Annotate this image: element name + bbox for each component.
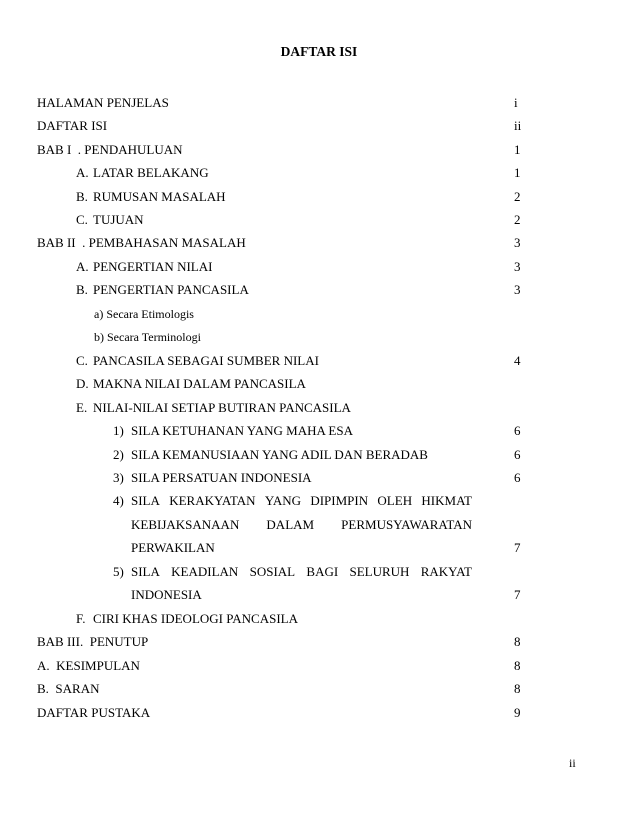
toc-number: C. <box>76 212 88 227</box>
toc-word: YANG <box>264 493 301 508</box>
toc-number: 5) <box>113 564 124 579</box>
toc-page: 8 <box>514 658 521 673</box>
toc-page: 6 <box>514 470 521 485</box>
toc-page: 9 <box>514 705 521 720</box>
toc-word: SILA <box>131 493 160 508</box>
toc-entry <box>113 492 536 510</box>
toc-entry <box>37 633 537 651</box>
toc-entry <box>131 539 536 557</box>
toc-word: HIKMAT <box>421 493 472 508</box>
toc-entry <box>113 422 536 440</box>
toc-page: 8 <box>514 634 521 649</box>
toc-number: 4) <box>113 493 124 508</box>
toc-entry <box>131 586 536 604</box>
toc-label <box>131 492 472 510</box>
toc-page: 7 <box>514 587 521 602</box>
toc-number: 2) <box>113 447 124 462</box>
toc-word: SOSIAL <box>249 564 296 579</box>
toc-label: BAB I . PENDAHULUAN <box>37 142 183 157</box>
toc-entry <box>76 352 536 370</box>
toc-page: 7 <box>514 540 521 555</box>
toc-entry <box>76 610 536 628</box>
toc-page: 2 <box>514 189 521 204</box>
toc-label <box>131 516 472 534</box>
toc-page: 2 <box>514 212 521 227</box>
toc-label: SILA KEMANUSIAAN YANG ADIL DAN BERADAB <box>131 447 428 462</box>
page-number: ii <box>569 756 576 770</box>
toc-label: a) Secara Etimologis <box>94 307 194 321</box>
toc-entry <box>76 399 536 417</box>
toc-word: BAGI <box>306 564 339 579</box>
toc-entry <box>113 446 536 464</box>
toc-word: KEBIJAKSANAAN <box>131 517 240 532</box>
toc-page: i <box>514 95 518 110</box>
toc-label: SILA KETUHANAN YANG MAHA ESA <box>131 423 353 438</box>
toc-label: INDONESIA <box>131 587 202 602</box>
toc-page: 4 <box>514 353 521 368</box>
toc-entry <box>76 375 536 393</box>
toc-page: 3 <box>514 259 521 274</box>
toc-label: BAB III. PENUTUP <box>37 634 149 649</box>
toc-label: PENGERTIAN NILAI <box>93 259 213 274</box>
toc-entry <box>37 680 537 698</box>
toc-page: 3 <box>514 282 521 297</box>
toc-label: RUMUSAN MASALAH <box>93 189 226 204</box>
toc-page: 6 <box>514 423 521 438</box>
toc-number: 3) <box>113 470 124 485</box>
toc-label <box>131 563 472 581</box>
toc-entry <box>76 281 536 299</box>
toc-label: SILA PERSATUAN INDONESIA <box>131 470 312 485</box>
toc-label: HALAMAN PENJELAS <box>37 95 169 110</box>
toc-label: CIRI KHAS IDEOLOGI PANCASILA <box>93 611 298 626</box>
toc-number: C. <box>76 353 88 368</box>
toc-label: b) Secara Terminologi <box>94 330 201 344</box>
toc-word: KERAKYATAN <box>169 493 256 508</box>
toc-word: SELURUH <box>349 564 410 579</box>
toc-number: B. <box>76 189 88 204</box>
toc-label: A. KESIMPULAN <box>37 658 140 673</box>
toc-label: B. SARAN <box>37 681 100 696</box>
toc-entry <box>37 141 537 159</box>
toc-label: BAB II . PEMBAHASAN MASALAH <box>37 235 246 250</box>
toc-entry <box>76 164 536 182</box>
toc-number: 1) <box>113 423 124 438</box>
toc-label: PERWAKILAN <box>131 540 215 555</box>
toc-page: 3 <box>514 235 521 250</box>
toc-label: LATAR BELAKANG <box>93 165 209 180</box>
toc-entry <box>94 305 394 323</box>
toc-page: 1 <box>514 165 521 180</box>
toc-label: PENGERTIAN PANCASILA <box>93 282 249 297</box>
toc-label: DAFTAR ISI <box>37 118 108 133</box>
toc-entry <box>113 469 536 487</box>
page-title: DAFTAR ISI <box>280 44 358 59</box>
toc-entry <box>37 704 537 722</box>
toc-entry <box>76 258 536 276</box>
toc-word: OLEH <box>377 493 413 508</box>
toc-number: F. <box>76 611 86 626</box>
toc-word: SILA <box>131 564 160 579</box>
toc-number: B. <box>76 282 88 297</box>
toc-entry <box>131 516 536 534</box>
toc-word: DALAM <box>266 517 315 532</box>
toc-entry <box>94 328 394 346</box>
toc-label: NILAI-NILAI SETIAP BUTIRAN PANCASILA <box>93 400 351 415</box>
toc-number: E. <box>76 400 88 415</box>
toc-number: A. <box>76 165 89 180</box>
toc-entry <box>37 234 537 252</box>
toc-number: D. <box>76 376 89 391</box>
toc-page: 8 <box>514 681 521 696</box>
toc-word: KEADILAN <box>171 564 239 579</box>
toc-number: A. <box>76 259 89 274</box>
toc-word: RAKYAT <box>420 564 472 579</box>
toc-entry <box>113 563 536 581</box>
toc-entry <box>37 117 537 135</box>
toc-page: 1 <box>514 142 521 157</box>
toc-label: PANCASILA SEBAGAI SUMBER NILAI <box>93 353 319 368</box>
toc-word: DIPIMPIN <box>310 493 369 508</box>
toc-entry <box>76 211 536 229</box>
toc-label: TUJUAN <box>93 212 144 227</box>
toc-entry <box>76 188 536 206</box>
toc-word: PERMUSYAWARATAN <box>341 517 472 532</box>
toc-page: 6 <box>514 447 521 462</box>
toc-label: DAFTAR PUSTAKA <box>37 705 151 720</box>
toc-label: MAKNA NILAI DALAM PANCASILA <box>93 376 306 391</box>
toc-entry <box>37 657 537 675</box>
toc-entry <box>37 94 537 112</box>
toc-page: ii <box>514 118 522 133</box>
